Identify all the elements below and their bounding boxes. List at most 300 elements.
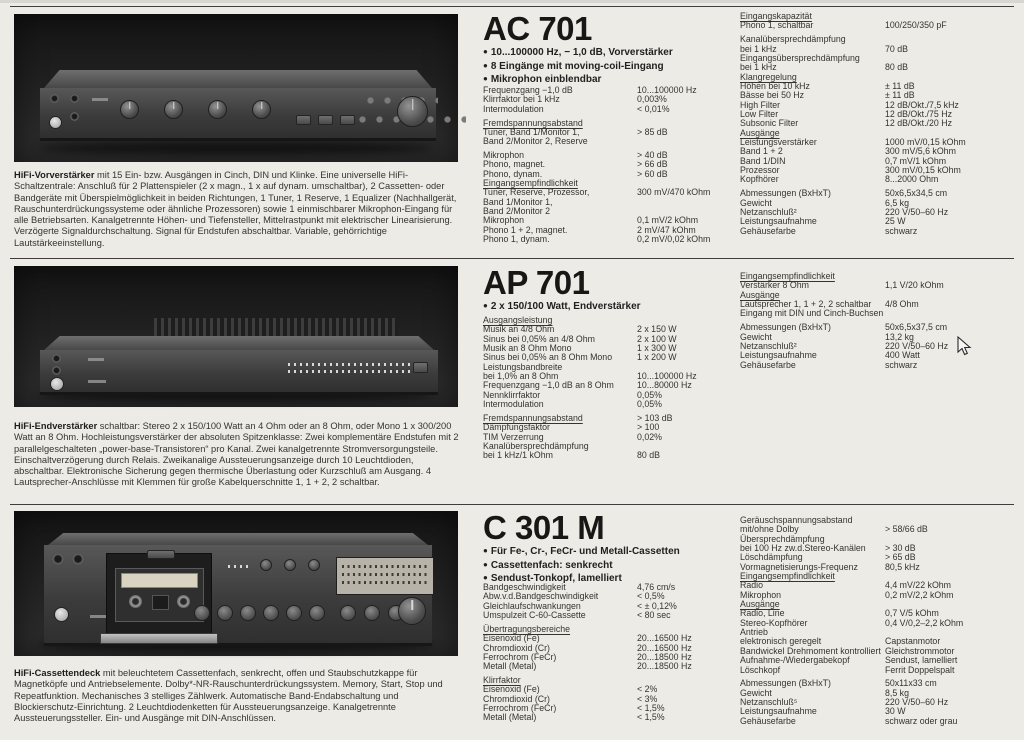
- spec-label: Eisenoxid (Fe): [483, 633, 540, 644]
- spec-label: Ausgänge: [740, 127, 780, 138]
- spec-label: bei 1 kHz: [740, 62, 777, 73]
- spec-value: > 60 dB: [637, 168, 668, 179]
- spec-value: 220 V/50–60 Hz: [885, 340, 949, 351]
- spec-label: Phono 1 + 2, magnet.: [483, 224, 568, 235]
- spec-header-row: [740, 572, 1016, 581]
- spec-row: [483, 662, 735, 671]
- spec-label: Tuner, Band 1/Monitor 1,: [483, 126, 580, 137]
- headphone-jack: [50, 94, 59, 103]
- bullet-icon: ●: [483, 573, 488, 583]
- spec-value: < 0,01%: [637, 103, 670, 114]
- power-button: [54, 607, 69, 622]
- spec-row: [740, 21, 1016, 30]
- spec-label: Frequenzgang −1,0 dB an 8 Ohm: [483, 380, 614, 391]
- spec-value: 1 x 300 W: [637, 343, 677, 354]
- spec-label: Intermodulation: [483, 399, 544, 410]
- feature-bullet: [483, 46, 743, 60]
- mic-jack-left: [52, 553, 64, 565]
- aux-jack: [70, 112, 79, 121]
- product-title: C 301 M: [483, 509, 605, 546]
- spec-label: Sinus bei 0,05% an 4/8 Ohm: [483, 333, 595, 344]
- spec-value: 0,05%: [637, 399, 662, 410]
- cassette-hub-right: [177, 595, 190, 608]
- spec-row: [740, 91, 1016, 100]
- bullet-icon: ●: [483, 74, 488, 84]
- spec-value: 12 dB/Okt./20 Hz: [885, 118, 952, 129]
- compartment-latch: [147, 550, 175, 559]
- spec-label: bei 1,0% an 8 Ohm: [483, 371, 559, 382]
- product-photo-ac701: [14, 14, 458, 162]
- spec-label: bei 100 Hz zw.d.Stereo-Kanälen: [740, 543, 866, 554]
- feature-bullets: [483, 545, 743, 586]
- spec-value: 70 dB: [885, 43, 908, 54]
- spec-label: Prozessor: [740, 165, 780, 175]
- transport-button-6: [309, 605, 325, 621]
- spec-label: Umspulzeit C-60-Cassette: [483, 610, 586, 621]
- spec-label: Stereo-Kopfhörer: [740, 617, 808, 628]
- feature-bullets: [483, 300, 743, 314]
- bullet-icon: ●: [483, 559, 488, 569]
- spec-label: Metall (Metal): [483, 712, 537, 723]
- spec-label: Vormagnetisierungs-Frequenz: [740, 561, 858, 572]
- transport-button-1: [194, 605, 210, 621]
- feature-bullet: [483, 545, 743, 559]
- spec-value: 20...16500 Hz: [637, 633, 692, 644]
- spec-row: [740, 189, 1016, 198]
- spec-label: High Filter: [740, 99, 781, 110]
- volume-knob: [120, 100, 139, 119]
- transport-button-3: [240, 605, 256, 621]
- spec-value: 50x11x33 cm: [885, 678, 937, 689]
- heatsink-fins: [154, 318, 398, 338]
- bullet-text: 10...100000 Hz, − 1,0 dB, Vorverstärker: [490, 47, 673, 58]
- brand-logo: [88, 380, 106, 383]
- spec-value: 20...18500 Hz: [637, 651, 692, 662]
- cassette-label: [121, 573, 198, 588]
- product-description: [14, 421, 464, 489]
- spec-label: Höhen bei 10 kHz: [740, 80, 810, 91]
- spec-value: > 85 dB: [637, 126, 668, 137]
- spec-label: Übertragungsbereiche: [483, 623, 571, 634]
- spec-label: Gewicht: [740, 197, 772, 208]
- filter-button-2: [318, 115, 333, 125]
- transport-button-4: [263, 605, 279, 621]
- spec-row: [740, 666, 1016, 675]
- spec-row: [740, 35, 1016, 44]
- spec-label: mit/ohne Dolby: [740, 524, 799, 535]
- spec-row: [483, 235, 735, 244]
- spec-value: 10...100000 Hz: [637, 85, 697, 95]
- spec-value: 0,003%: [637, 94, 667, 105]
- spec-value: 2 x 100 W: [637, 333, 677, 344]
- spec-label: Eingangskapazität: [740, 11, 812, 21]
- spec-label: Musik an 8 Ohm Mono: [483, 343, 572, 354]
- spec-value: > 65 dB: [885, 552, 916, 563]
- counter-leds: [228, 565, 250, 568]
- spec-value: 12 dB/Okt./75 Hz: [885, 108, 952, 119]
- spec-label: Ausgänge: [740, 289, 780, 300]
- spec-row: [740, 656, 1016, 665]
- meter-row-1: [342, 565, 428, 568]
- spec-label: Band 2/Monitor 2, Reserve: [483, 136, 588, 147]
- spec-label: Mikrophon: [740, 589, 782, 600]
- spec-value: [637, 137, 735, 146]
- spec-label: Lautsprecher 1, 1 + 2, 2 schaltbar: [740, 299, 872, 310]
- bass-knob: [208, 100, 227, 119]
- spec-label: Low Filter: [740, 108, 779, 119]
- spec-value: 25 W: [885, 216, 906, 227]
- spec-value: 1000 mV/0,15 kOhm: [885, 136, 966, 147]
- spec-list-right: [740, 272, 1016, 370]
- spec-value: ± 11 dB: [885, 90, 915, 101]
- spec-label: Kanalübersprechdämpfung: [483, 440, 589, 451]
- feature-bullets: [483, 46, 743, 87]
- spec-value: 0,4 V/0,2–2,2 kOhm: [885, 617, 964, 628]
- spec-label: Gehäusefarbe: [740, 225, 796, 236]
- product-title: AP 701: [483, 264, 590, 301]
- spec-value: 2 x 150 W: [637, 324, 677, 335]
- description-lead: HiFi-Endverstärker: [14, 421, 98, 431]
- spec-label: Phono, dynam.: [483, 168, 543, 179]
- spec-value: 0,7 V/5 kOhm: [885, 608, 939, 619]
- bullet-text: Für Fe-, Cr-, FeCr- und Metall-Cassetten: [490, 546, 680, 557]
- spec-value: 100/250/350 pF: [885, 20, 947, 31]
- spec-value: > 66 dB: [637, 159, 668, 170]
- spec-row: [740, 227, 1016, 236]
- section-ac701: [0, 0, 1024, 258]
- spec-label: Eingangsübersprechdämpfung: [740, 52, 860, 63]
- spec-value: schwarz: [885, 359, 918, 370]
- spec-value: < 2%: [637, 684, 658, 695]
- spec-label: elektronisch geregelt: [740, 636, 822, 647]
- spec-value: 4/8 Ohm: [885, 299, 919, 310]
- level-led-row-top: [288, 363, 418, 366]
- spec-row: [483, 713, 735, 722]
- cassette-hub-left: [129, 595, 142, 608]
- spec-row: [740, 157, 1016, 166]
- spec-label: Fremdspannungsabstand: [483, 117, 583, 128]
- description-text: mit beleuchtetem Cassettenfach, senkrecht, offen und Staubschutzkappe für Magnetköpfe und Antriebselemente. Dolby*-NR-Rauschunterdrückungssystem. Memory, Start, Stop und Repeatfunktion. Mechanisches 3 stelliges Zählwerk. Automatische Band-Endabschaltung und Blockierschutz-Einrichtung. 2 Leuchtdiodenketten für Aussteuerungsanzeige. Kanalgetrennte Aussteuerungssteller. Ein- und Ausgänge mit DIN-Anschlüssen.: [14, 668, 443, 724]
- spec-row: [483, 137, 735, 146]
- level-meter-display: [336, 557, 434, 595]
- spec-label: Klirrfaktor bei 1 kHz: [483, 94, 560, 105]
- spec-label: bei 1 kHz: [740, 43, 777, 54]
- spec-row: [483, 105, 735, 114]
- spec-label: Eingangsempfindlichkeit: [740, 271, 835, 281]
- spec-row: [740, 175, 1016, 184]
- spec-value: Sendust, lamelliert: [885, 655, 958, 666]
- spec-value: 20...16500 Hz: [637, 642, 692, 653]
- spec-value: 10...80000 Hz: [637, 380, 692, 391]
- bullet-icon: ●: [483, 546, 488, 555]
- description-lead: HiFi-Cassettendeck: [14, 668, 101, 678]
- spec-label: Radio, Line: [740, 608, 785, 619]
- meter-row-3: [342, 581, 428, 584]
- filter-button-1: [296, 115, 311, 125]
- spec-label: Gewicht: [740, 687, 772, 698]
- product-description: [14, 668, 464, 724]
- device-front-panel: [40, 350, 438, 395]
- spec-label: Abw.v.d.Bandgeschwindigkeit: [483, 591, 599, 602]
- balance-knob: [164, 100, 183, 119]
- indicator-lamp-1: [52, 354, 61, 363]
- spec-value: 0,7 mV/1 kOhm: [885, 155, 947, 166]
- spec-value: 6,5 kg: [885, 197, 909, 208]
- spec-row: [740, 591, 1016, 600]
- spec-label: Abmessungen (BxHxT): [740, 322, 831, 333]
- spec-label: Löschdämpfung: [740, 552, 803, 563]
- spec-label: Bässe bei 50 Hz: [740, 90, 805, 101]
- spec-label: Metall (Metal): [483, 661, 537, 672]
- spec-value: 220 V/50–60 Hz: [885, 206, 949, 217]
- spec-row: [740, 323, 1016, 332]
- spec-label: Netzanschluß²: [740, 206, 797, 217]
- spec-label: Bandwickel Drehmoment kontrolliert: [740, 645, 881, 656]
- spec-row: [740, 119, 1016, 128]
- spec-row: [740, 619, 1016, 628]
- description-lead: HiFi-Vorverstärker: [14, 170, 95, 180]
- spec-label: Eingang mit DIN und Cinch-Buchsen: [740, 308, 884, 319]
- cassette-window: [152, 595, 169, 610]
- spec-label: Ferrochrom (FeCr): [483, 651, 557, 662]
- spec-list-mid: [483, 583, 735, 723]
- meter-row-2: [342, 573, 428, 576]
- spec-label: Band 1/DIN: [740, 155, 786, 166]
- spec-row: [483, 400, 735, 409]
- spec-label: Gehäusefarbe: [740, 359, 796, 370]
- spec-row: [483, 611, 735, 620]
- treble-knob: [252, 100, 271, 119]
- spec-label: Mikrophon: [483, 150, 525, 161]
- spec-value: > 40 dB: [637, 150, 668, 161]
- spec-value: 30 W: [885, 706, 906, 717]
- spec-row: [740, 166, 1016, 175]
- spec-label: Eingangsempfindlichkeit: [483, 178, 578, 189]
- description-text: mit 15 Ein- bzw. Ausgängen in Cinch, DIN und Klinke. Eine universelle HiFi-Schaltzentrale: Anschluß für 2 Plattenspieler (2 x magn., 1 x auf dynam. umschaltbar), 2 Cassetten- oder Bandgeräte mit Überspielmöglichkeit in beiden Richtungen, 1 Tuner, 1 Reserve, 1 Equalizer (Nachhallgerät, Rauschunterdrückungssysteme oder ähnliche Prozessoren) sowie 1 einmischbarer Mikrophon-Eingang für alle Betriebsarten. Kanalgetrennte Höhen- und Tiefensteller, Mittelrastpunkt mit elektrischer Linearisierung. Verzögerte Signaldurchschaltung. Signal für Endstufen abschaltbar. Variable, gehörrichtige Lautstärkeeinstellung.: [14, 170, 457, 248]
- spec-label: Leistungsverstärker: [740, 136, 817, 147]
- spec-value: 400 Watt: [885, 350, 920, 361]
- spec-value: 1 x 200 W: [637, 352, 677, 363]
- spec-label: Gehäusefarbe: [740, 715, 796, 726]
- spec-value: 220 V/50–60 Hz: [885, 697, 949, 708]
- spec-label: Leistungsaufnahme: [740, 216, 817, 227]
- transport-button-2: [217, 605, 233, 621]
- input-selector-knob: [397, 96, 428, 127]
- mode-button-2: [284, 559, 296, 571]
- spec-value: 12 dB/Okt./7,5 kHz: [885, 99, 959, 110]
- bullet-text: 8 Eingänge mit moving-coil-Eingang: [490, 60, 664, 72]
- spec-value: schwarz oder grau: [885, 715, 958, 726]
- spec-label: Chromdioxid (Cr): [483, 693, 550, 704]
- display-switch: [413, 362, 428, 373]
- spec-list-right: [740, 12, 1016, 236]
- filter-button-3: [340, 115, 355, 125]
- bullet-text: 2 x 150/100 Watt, Endverstärker: [490, 301, 641, 312]
- spec-label: Ausgangsleistung: [483, 315, 553, 325]
- mic-jack: [70, 94, 79, 103]
- mode-button-1: [260, 559, 272, 571]
- spec-label: Dämpfungsfaktor: [483, 422, 550, 433]
- spec-label: Sinus bei 0,05% an 8 Ohm Mono: [483, 352, 613, 363]
- spec-value: 50x6,5x34,5 cm: [885, 188, 948, 199]
- spec-value: < 80 sec: [637, 610, 671, 621]
- spec-label: Band 2/Monitor 2: [483, 206, 550, 217]
- brand-mark: [88, 358, 104, 361]
- spec-value: ± 11 dB: [885, 80, 915, 91]
- spec-label: Phono 1, dynam.: [483, 234, 550, 245]
- spec-value: 8...2000 Ohm: [885, 174, 939, 185]
- spec-value: < 1,5%: [637, 703, 665, 714]
- spec-label: Phono 1, schaltbar: [740, 20, 814, 31]
- spec-label: Radio: [740, 580, 763, 591]
- device-front-panel: [44, 545, 432, 646]
- spec-value: 10...100000 Hz: [637, 371, 697, 382]
- spec-value: 80,5 kHz: [885, 561, 920, 572]
- spec-value: 20...18500 Hz: [637, 661, 692, 672]
- spec-value: < 1,5%: [637, 712, 665, 723]
- compartment-handle: [100, 633, 218, 644]
- record-level-knob: [398, 597, 426, 625]
- spec-value: 0,2 mV/0,02 kOhm: [637, 234, 711, 245]
- feature-bullet: [483, 559, 743, 573]
- indicator-lamp-2: [52, 366, 61, 375]
- transport-button-5: [286, 605, 302, 621]
- spec-value: 13,2 kg: [885, 331, 914, 342]
- spec-value: 300 mV/0,15 kOhm: [885, 165, 961, 175]
- spec-label: Klirrfaktor: [483, 675, 521, 686]
- spec-label: Band 1/Monitor 1,: [483, 196, 553, 207]
- spec-value: 80 dB: [637, 450, 660, 461]
- spec-value: Gleichstrommotor: [885, 645, 955, 656]
- spec-value: > 30 dB: [885, 543, 916, 554]
- spec-label: bei 1 kHz/1 kOhm: [483, 450, 553, 461]
- spec-row: [740, 717, 1016, 726]
- spec-value: 0,1 mV/2 kOhm: [637, 215, 699, 226]
- spec-value: < ± 0,12%: [637, 600, 677, 611]
- spec-label: Nennklirrfaktor: [483, 389, 541, 400]
- spec-label: Intermodulation: [483, 103, 544, 114]
- spec-value: > 58/66 dB: [885, 524, 928, 535]
- feature-bullet: [483, 300, 743, 314]
- spec-list-mid: [483, 316, 735, 461]
- spec-value: 0,02%: [637, 431, 662, 442]
- bullet-text: Cassettenfach: senkrecht: [490, 559, 613, 571]
- power-button: [49, 116, 62, 129]
- photo-shadow: [38, 142, 434, 154]
- spec-label: Band 1 + 2: [740, 146, 783, 157]
- spec-value: 80 dB: [885, 62, 908, 73]
- spec-label: Gewicht: [740, 331, 772, 342]
- spec-row: [740, 581, 1016, 590]
- bullet-icon: ●: [483, 60, 488, 70]
- level-led-row-bottom: [288, 370, 418, 373]
- spec-label: Netzanschluß²: [740, 340, 797, 351]
- spec-value: 50x6,5x37,5 cm: [885, 322, 948, 333]
- spec-row: [740, 281, 1016, 290]
- spec-row: [483, 451, 735, 460]
- spec-row: [740, 101, 1016, 110]
- spec-value: > 100: [637, 422, 660, 433]
- spec-label: Gleichlaufschwankungen: [483, 600, 581, 611]
- spec-label: Übersprechdämpfung: [740, 533, 825, 544]
- spec-value: 4,76 cm/s: [637, 582, 676, 592]
- mouse-cursor: [956, 336, 974, 356]
- feature-bullet: [483, 60, 743, 74]
- product-photo-ap701: [14, 266, 458, 407]
- device-top-surface: [48, 533, 428, 545]
- spec-label: Leistungsaufnahme: [740, 350, 817, 361]
- spec-label: Musik an 4/8 Ohm: [483, 324, 555, 335]
- bullet-text: Mikrophon einblendbar: [490, 74, 602, 86]
- section-ap701: [0, 258, 1024, 504]
- spec-label: Phono, magnet.: [483, 159, 546, 170]
- spec-label: Kopfhörer: [740, 174, 779, 185]
- spec-list-mid: [483, 86, 735, 245]
- section-c301m: [0, 504, 1024, 740]
- device-top-surface: [44, 70, 432, 88]
- spec-value: 0,05%: [637, 389, 662, 400]
- spec-label: Abmessungen (BxHxT): [740, 188, 831, 199]
- spec-value: 300 mV/470 kOhm: [637, 187, 711, 198]
- brand-mark: [92, 98, 108, 101]
- product-title: AC 701: [483, 10, 592, 47]
- spec-label: Löschkopf: [740, 664, 781, 675]
- description-text: schaltbar: Stereo 2 x 150/100 Watt an 4 Ohm oder an 8 Ohm, oder Mono 1 x 300/200 Watt an 8 Ohm. Hochleistungsverstärker der absoluten Spitzenklasse: Zwei komplementäre Endstufen mit 2 parallelgeschalteten „power-base-Transistoren“ pro Kanal. Zwei kanalgetrennte Stromversorgungsteile. Einschaltverzögerung durch Relais. Zweikanalige Aussteuerungsanzeige durch 10 Leuchtdioden, abschaltbar. Elektronische Sicherung gegen thermische Überlastung oder Kurzschluß am Ausgang. 4 Lautsprecher-Anschlüsse mit Klemmen für große Kabelquerschnitte 1, 1 + 2, 2 schaltbar.: [14, 421, 459, 488]
- spec-value: 0,2 mV/2,2 kOhm: [885, 589, 954, 600]
- spec-value: 2 mV/47 kOhm: [637, 224, 696, 235]
- spec-value: 8,5 kg: [885, 687, 909, 698]
- spec-label: Tuner, Reserve, Prozessor,: [483, 187, 590, 198]
- spec-label: Klangregelung: [740, 71, 797, 82]
- mode-button-3: [308, 559, 320, 571]
- spec-value: [637, 198, 735, 207]
- spec-label: Fremdspannungsabstand: [483, 412, 583, 423]
- spec-label: Eisenoxid (Fe): [483, 684, 540, 695]
- cassette-tape: [115, 568, 204, 622]
- spec-label: Eingangsempfindlichkeit: [740, 571, 835, 582]
- spec-label: Verstärker 8 Ohm: [740, 280, 809, 291]
- spec-value: schwarz: [885, 225, 918, 236]
- spec-value: 1,1 V/20 kOhm: [885, 280, 944, 291]
- spec-row: [740, 309, 1016, 318]
- spec-value: > 103 dB: [637, 412, 673, 423]
- spec-row: [740, 361, 1016, 370]
- spec-label: Kanalübersprechdämpfung: [740, 34, 846, 45]
- power-button: [50, 377, 64, 391]
- spec-label: Ferrochrom (FeCr): [483, 703, 557, 714]
- product-description: [14, 170, 464, 249]
- spec-label: Ausgänge: [740, 599, 780, 610]
- spec-value: < 3%: [637, 693, 658, 704]
- spec-label: Mikrophon: [483, 215, 525, 226]
- spec-label: Geräuschspannungsabstand: [740, 515, 853, 525]
- tape-select-button-1: [340, 605, 356, 621]
- spec-row: [740, 54, 1016, 63]
- spec-row: [740, 679, 1016, 688]
- bullet-text: Sendust-Tonkopf, lamelliert: [490, 573, 622, 585]
- device-top-surface: [44, 336, 434, 350]
- product-photo-c301m: [14, 511, 458, 656]
- spec-label: Abmessungen (BxHxT): [740, 678, 831, 689]
- spec-label: Netzanschluß⁵: [740, 697, 798, 708]
- spec-label: Bandgeschwindigkeit: [483, 582, 566, 592]
- cassette-compartment: [106, 553, 212, 635]
- spec-label: Subsonic Filter: [740, 118, 799, 129]
- spec-label: Chromdioxid (Cr): [483, 642, 550, 653]
- spec-value: 4,4 mV/22 kOhm: [885, 580, 952, 591]
- spec-label: Antrieb: [740, 627, 768, 638]
- spec-list-right: [740, 516, 1016, 726]
